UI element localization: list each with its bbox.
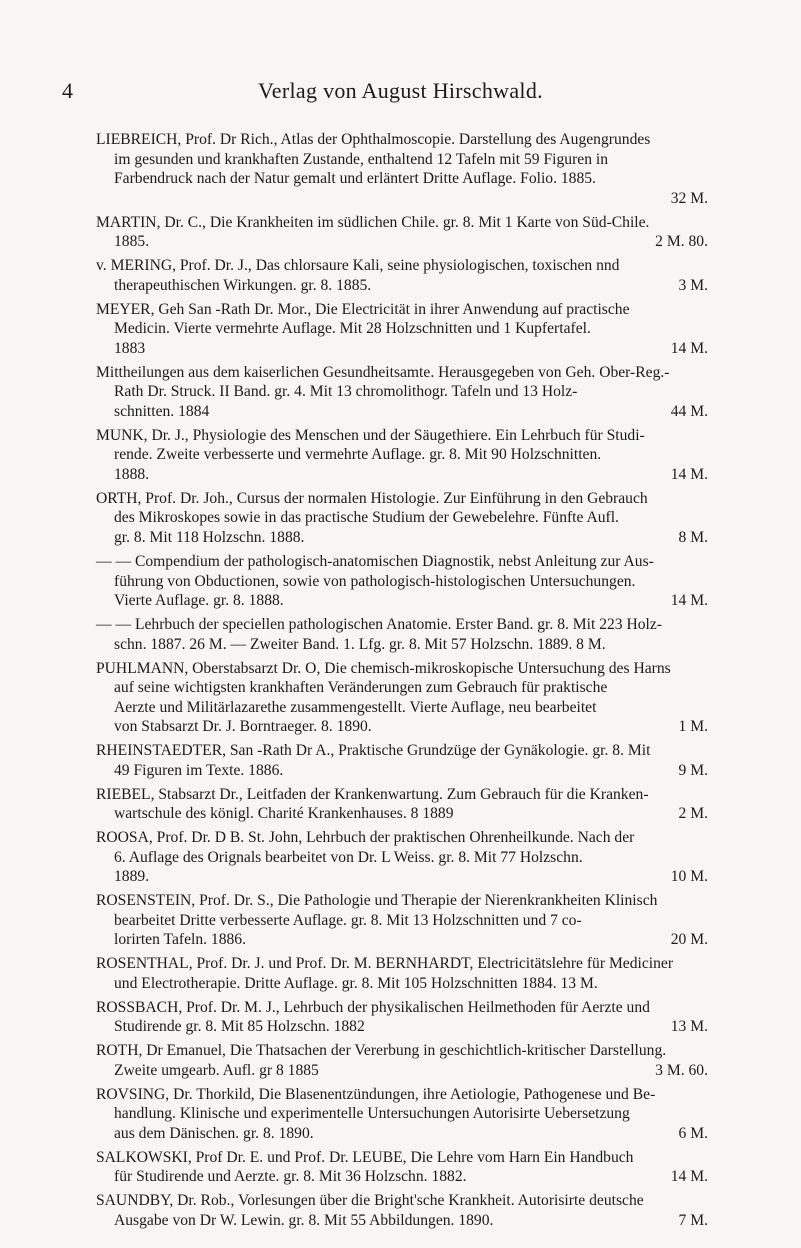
entry-text: 1885. bbox=[114, 233, 150, 251]
entry-line bbox=[96, 1061, 708, 1081]
catalog-entry bbox=[96, 659, 708, 737]
entry-line bbox=[96, 954, 708, 974]
entry-line bbox=[96, 300, 708, 320]
entry-line bbox=[96, 998, 708, 1018]
entry-text: handlung. Klinische und experimentelle Untersuchungen Autorisirte Uebersetzung bbox=[114, 1105, 630, 1123]
catalog-entry bbox=[96, 256, 708, 295]
entry-line bbox=[96, 552, 708, 572]
entry-line bbox=[96, 1041, 708, 1061]
entry-line bbox=[96, 930, 708, 950]
entry-line bbox=[96, 848, 708, 868]
entry-text: 1889. bbox=[114, 868, 150, 886]
entry-text: Vierte Auflage. gr. 8. 1888. bbox=[114, 592, 284, 610]
entry-price: 7 M. bbox=[678, 1211, 708, 1229]
entry-line bbox=[96, 1148, 708, 1168]
entry-text: SAUNDBY, Dr. Rob., Vorlesungen über die Bright'sche Krankheit. Autorisirte deutsche bbox=[96, 1192, 644, 1210]
entry-text: ORTH, Prof. Dr. Joh., Cursus der normalen Histologie. Zur Einführung in den Gebrauch bbox=[96, 489, 648, 507]
entry-line bbox=[96, 382, 708, 402]
entry-line bbox=[96, 232, 708, 252]
entry-price: 32 M. bbox=[670, 189, 708, 207]
entry-text: Mittheilungen aus dem kaiserlichen Gesundheitsamte. Herausgegeben von Geh. Ober-Reg.- bbox=[96, 363, 670, 381]
entry-text: von Stabsarzt Dr. J. Borntraeger. 8. 1890. bbox=[114, 718, 372, 736]
entry-line bbox=[96, 741, 708, 761]
entry-text: im gesunden und krankhaften Zustande, enthaltend 12 Tafeln mit 59 Figuren in bbox=[114, 150, 609, 168]
entry-line bbox=[96, 426, 708, 446]
entry-line bbox=[96, 319, 708, 339]
entry-price: 6 M. bbox=[678, 1124, 708, 1142]
entry-text: v. MERING, Prof. Dr. J., Das chlorsaure Kali, seine physiologischen, toxischen nnd bbox=[96, 257, 620, 275]
entry-price: 3 M. 60. bbox=[655, 1061, 708, 1079]
entry-text: ROTH, Dr Emanuel, Die Thatsachen der Vererbung in geschichtlich-kritischer Darstellung. bbox=[96, 1042, 667, 1060]
catalog-entry bbox=[96, 300, 708, 359]
entry-line bbox=[96, 591, 708, 611]
entry-line bbox=[96, 213, 708, 233]
entry-price: 2 M. 80. bbox=[655, 233, 708, 251]
entry-line bbox=[96, 276, 708, 296]
entry-text: MUNK, Dr. J., Physiologie des Menschen und der Säugethiere. Ein Lehrbuch für Studi- bbox=[96, 426, 645, 444]
entry-price: 9 M. bbox=[678, 761, 708, 779]
entry-line bbox=[96, 828, 708, 848]
catalog-entry bbox=[96, 1148, 708, 1187]
running-title: Verlag von August Hirschwald. bbox=[258, 78, 543, 103]
entry-price: 14 M. bbox=[670, 339, 708, 357]
catalog-entry bbox=[96, 785, 708, 824]
entry-text: Zweite umgearb. Aufl. gr 8 1885 bbox=[114, 1061, 319, 1079]
catalog-entry bbox=[96, 954, 708, 993]
entry-text: Rath Dr. Struck. II Band. gr. 4. Mit 13 chromolithogr. Tafeln und 13 Holz- bbox=[114, 383, 578, 401]
catalog-entry bbox=[96, 615, 708, 654]
entry-price: 3 M. bbox=[678, 276, 708, 294]
entry-text: des Mikroskopes sowie in das practische Studium der Gewebelehre. Fünfte Aufl. bbox=[114, 509, 619, 527]
entry-line bbox=[96, 635, 708, 655]
entry-line bbox=[96, 615, 708, 635]
catalog-entry bbox=[96, 891, 708, 950]
entry-text: rende. Zweite verbesserte und vermehrte Auflage. gr. 8. Mit 90 Holzschnitten. bbox=[114, 446, 602, 464]
page-number: 4 bbox=[62, 78, 73, 103]
entry-line bbox=[96, 1191, 708, 1211]
entry-text: 1883 bbox=[114, 339, 146, 357]
entry-text: und Electrotherapie. Dritte Auflage. gr. 8. Mit 105 Holzschnitten 1884. 13 M. bbox=[114, 974, 598, 992]
entry-text: führung von Obductionen, sowie von pathologisch-histologischen Untersuchungen. bbox=[114, 572, 636, 590]
entry-text: Medicin. Vierte vermehrte Auflage. Mit 28 Holzschnitten und 1 Kupfertafel. bbox=[114, 320, 591, 338]
entry-text: therapeuthischen Wirkungen. gr. 8. 1885. bbox=[114, 276, 372, 294]
entry-line bbox=[96, 508, 708, 528]
catalog-entry bbox=[96, 363, 708, 422]
entry-text: RIEBEL, Stabsarzt Dr., Leitfaden der Krankenwartung. Zum Gebrauch für die Kranken- bbox=[96, 785, 649, 803]
entry-price: 44 M. bbox=[670, 402, 708, 420]
entry-line bbox=[96, 974, 708, 994]
entry-line bbox=[96, 717, 708, 737]
catalog-entries bbox=[96, 130, 708, 1235]
entry-text: auf seine wichtigsten krankhaften Veränderungen zum Gebrauch für praktische bbox=[114, 679, 608, 697]
entry-line bbox=[96, 465, 708, 485]
entry-text: — — Lehrbuch der speciellen pathologischen Anatomie. Erster Band. gr. 8. Mit 223 Holz- bbox=[96, 616, 663, 634]
catalog-entry bbox=[96, 828, 708, 887]
entry-text: ROSENSTEIN, Prof. Dr. S., Die Pathologie und Therapie der Nierenkrankheiten Klinisch bbox=[96, 892, 658, 910]
entry-line bbox=[96, 891, 708, 911]
entry-price: 20 M. bbox=[670, 931, 708, 949]
entry-text: MARTIN, Dr. C., Die Krankheiten im südlichen Chile. gr. 8. Mit 1 Karte von Süd-Chile. bbox=[96, 213, 650, 231]
entry-price: 14 M. bbox=[670, 465, 708, 483]
entry-line bbox=[96, 363, 708, 383]
entry-line bbox=[96, 1017, 708, 1037]
catalog-entry bbox=[96, 741, 708, 780]
entry-text: wartschule des königl. Charité Krankenhauses. 8 1889 bbox=[114, 805, 454, 823]
catalog-entry bbox=[96, 426, 708, 485]
entry-text: MEYER, Geh San -Rath Dr. Mor., Die Electricität in ihrer Anwendung auf practische bbox=[96, 300, 630, 318]
entry-line bbox=[96, 445, 708, 465]
entry-price: 2 M. bbox=[678, 805, 708, 823]
entry-text: schnitten. 1884 bbox=[114, 402, 210, 420]
entry-line bbox=[96, 1124, 708, 1144]
entry-line bbox=[96, 678, 708, 698]
entry-price: 1 M. bbox=[678, 718, 708, 736]
entry-line bbox=[96, 528, 708, 548]
entry-text: RHEINSTAEDTER, San -Rath Dr A., Praktische Grundzüge der Gynäkologie. gr. 8. Mit bbox=[96, 742, 651, 760]
catalog-entry bbox=[96, 1085, 708, 1144]
entry-line bbox=[96, 402, 708, 422]
entry-line bbox=[96, 867, 708, 887]
entry-text: SALKOWSKI, Prof Dr. E. und Prof. Dr. LEUBE, Die Lehre vom Harn Ein Handbuch bbox=[96, 1148, 634, 1166]
entry-text: bearbeitet Dritte verbesserte Auflage. gr. 8. Mit 13 Holzschnitten und 7 co- bbox=[114, 911, 582, 929]
catalog-entry bbox=[96, 213, 708, 252]
entry-text: aus dem Dänischen. gr. 8. 1890. bbox=[114, 1124, 314, 1142]
entry-text: für Studirende und Aerzte. gr. 8. Mit 36 Holzschn. 1882. bbox=[114, 1168, 467, 1186]
entry-text: 6. Auflage des Orignals bearbeitet von Dr. L Weiss. gr. 8. Mit 77 Holzschn. bbox=[114, 848, 583, 866]
entry-line bbox=[96, 659, 708, 679]
entry-line bbox=[96, 1085, 708, 1105]
entry-text: Studirende gr. 8. Mit 85 Holzschn. 1882 bbox=[114, 1018, 365, 1036]
entry-line bbox=[96, 1211, 708, 1231]
entry-text: schn. 1887. 26 M. — Zweiter Band. 1. Lfg. gr. 8. Mit 57 Holzschn. 1889. 8 M. bbox=[114, 635, 606, 653]
page-header bbox=[0, 78, 801, 108]
entry-text: Ausgabe von Dr W. Lewin. gr. 8. Mit 55 Abbildungen. 1890. bbox=[114, 1211, 494, 1229]
entry-price: 8 M. bbox=[678, 529, 708, 547]
entry-line bbox=[96, 1104, 708, 1124]
entry-text: ROSSBACH, Prof. Dr. M. J., Lehrbuch der physikalischen Heilmethoden für Aerzte und bbox=[96, 998, 650, 1016]
catalog-entry bbox=[96, 1041, 708, 1080]
entry-line bbox=[96, 1167, 708, 1187]
entry-text: ROSENTHAL, Prof. Dr. J. und Prof. Dr. M. BERNHARDT, Electricitätslehre für Mediciner bbox=[96, 955, 674, 973]
entry-line bbox=[96, 572, 708, 592]
entry-line bbox=[96, 130, 708, 150]
entry-line bbox=[96, 785, 708, 805]
entry-line bbox=[96, 256, 708, 276]
entry-text: ROVSING, Dr. Thorkild, Die Blasenentzündungen, ihre Aetiologie, Pathogenese und Be- bbox=[96, 1085, 656, 1103]
entry-line bbox=[96, 150, 708, 170]
entry-line bbox=[96, 169, 708, 189]
entry-line bbox=[96, 189, 708, 209]
catalog-entry bbox=[96, 552, 708, 611]
entry-price: 14 M. bbox=[670, 592, 708, 610]
entry-line bbox=[96, 489, 708, 509]
entry-line bbox=[96, 804, 708, 824]
entry-text: ROOSA, Prof. Dr. D B. St. John, Lehrbuch der praktischen Ohrenheilkunde. Nach der bbox=[96, 829, 635, 847]
entry-price: 13 M. bbox=[670, 1018, 708, 1036]
catalog-entry bbox=[96, 998, 708, 1037]
entry-text: LIEBREICH, Prof. Dr Rich., Atlas der Ophthalmoscopie. Darstellung des Augengrundes bbox=[96, 131, 651, 148]
entry-line bbox=[96, 698, 708, 718]
entry-text: PUHLMANN, Oberstabsarzt Dr. O, Die chemisch-mikroskopische Untersuchung des Harns bbox=[96, 659, 671, 677]
entry-text: lorirten Tafeln. 1886. bbox=[114, 931, 246, 949]
entry-text: Aerzte und Militärlazarethe zusammengestellt. Vierte Auflage, neu bearbeitet bbox=[114, 698, 597, 716]
entry-line bbox=[96, 911, 708, 931]
entry-line bbox=[96, 761, 708, 781]
catalog-entry bbox=[96, 489, 708, 548]
entry-text: gr. 8. Mit 118 Holzschn. 1888. bbox=[114, 529, 305, 547]
entry-price: 14 M. bbox=[670, 1168, 708, 1186]
entry-text: Farbendruck nach der Natur gemalt und erläntert Dritte Auflage. Folio. 1885. bbox=[114, 170, 596, 188]
entry-price: 10 M. bbox=[670, 868, 708, 886]
entry-text: 1888. bbox=[114, 465, 150, 483]
catalog-entry bbox=[96, 1191, 708, 1230]
catalog-entry bbox=[96, 130, 708, 208]
entry-text: 49 Figuren im Texte. 1886. bbox=[114, 761, 284, 779]
entry-text: — — Compendium der pathologisch-anatomischen Diagnostik, nebst Anleitung zur Aus- bbox=[96, 552, 654, 570]
entry-line bbox=[96, 339, 708, 359]
